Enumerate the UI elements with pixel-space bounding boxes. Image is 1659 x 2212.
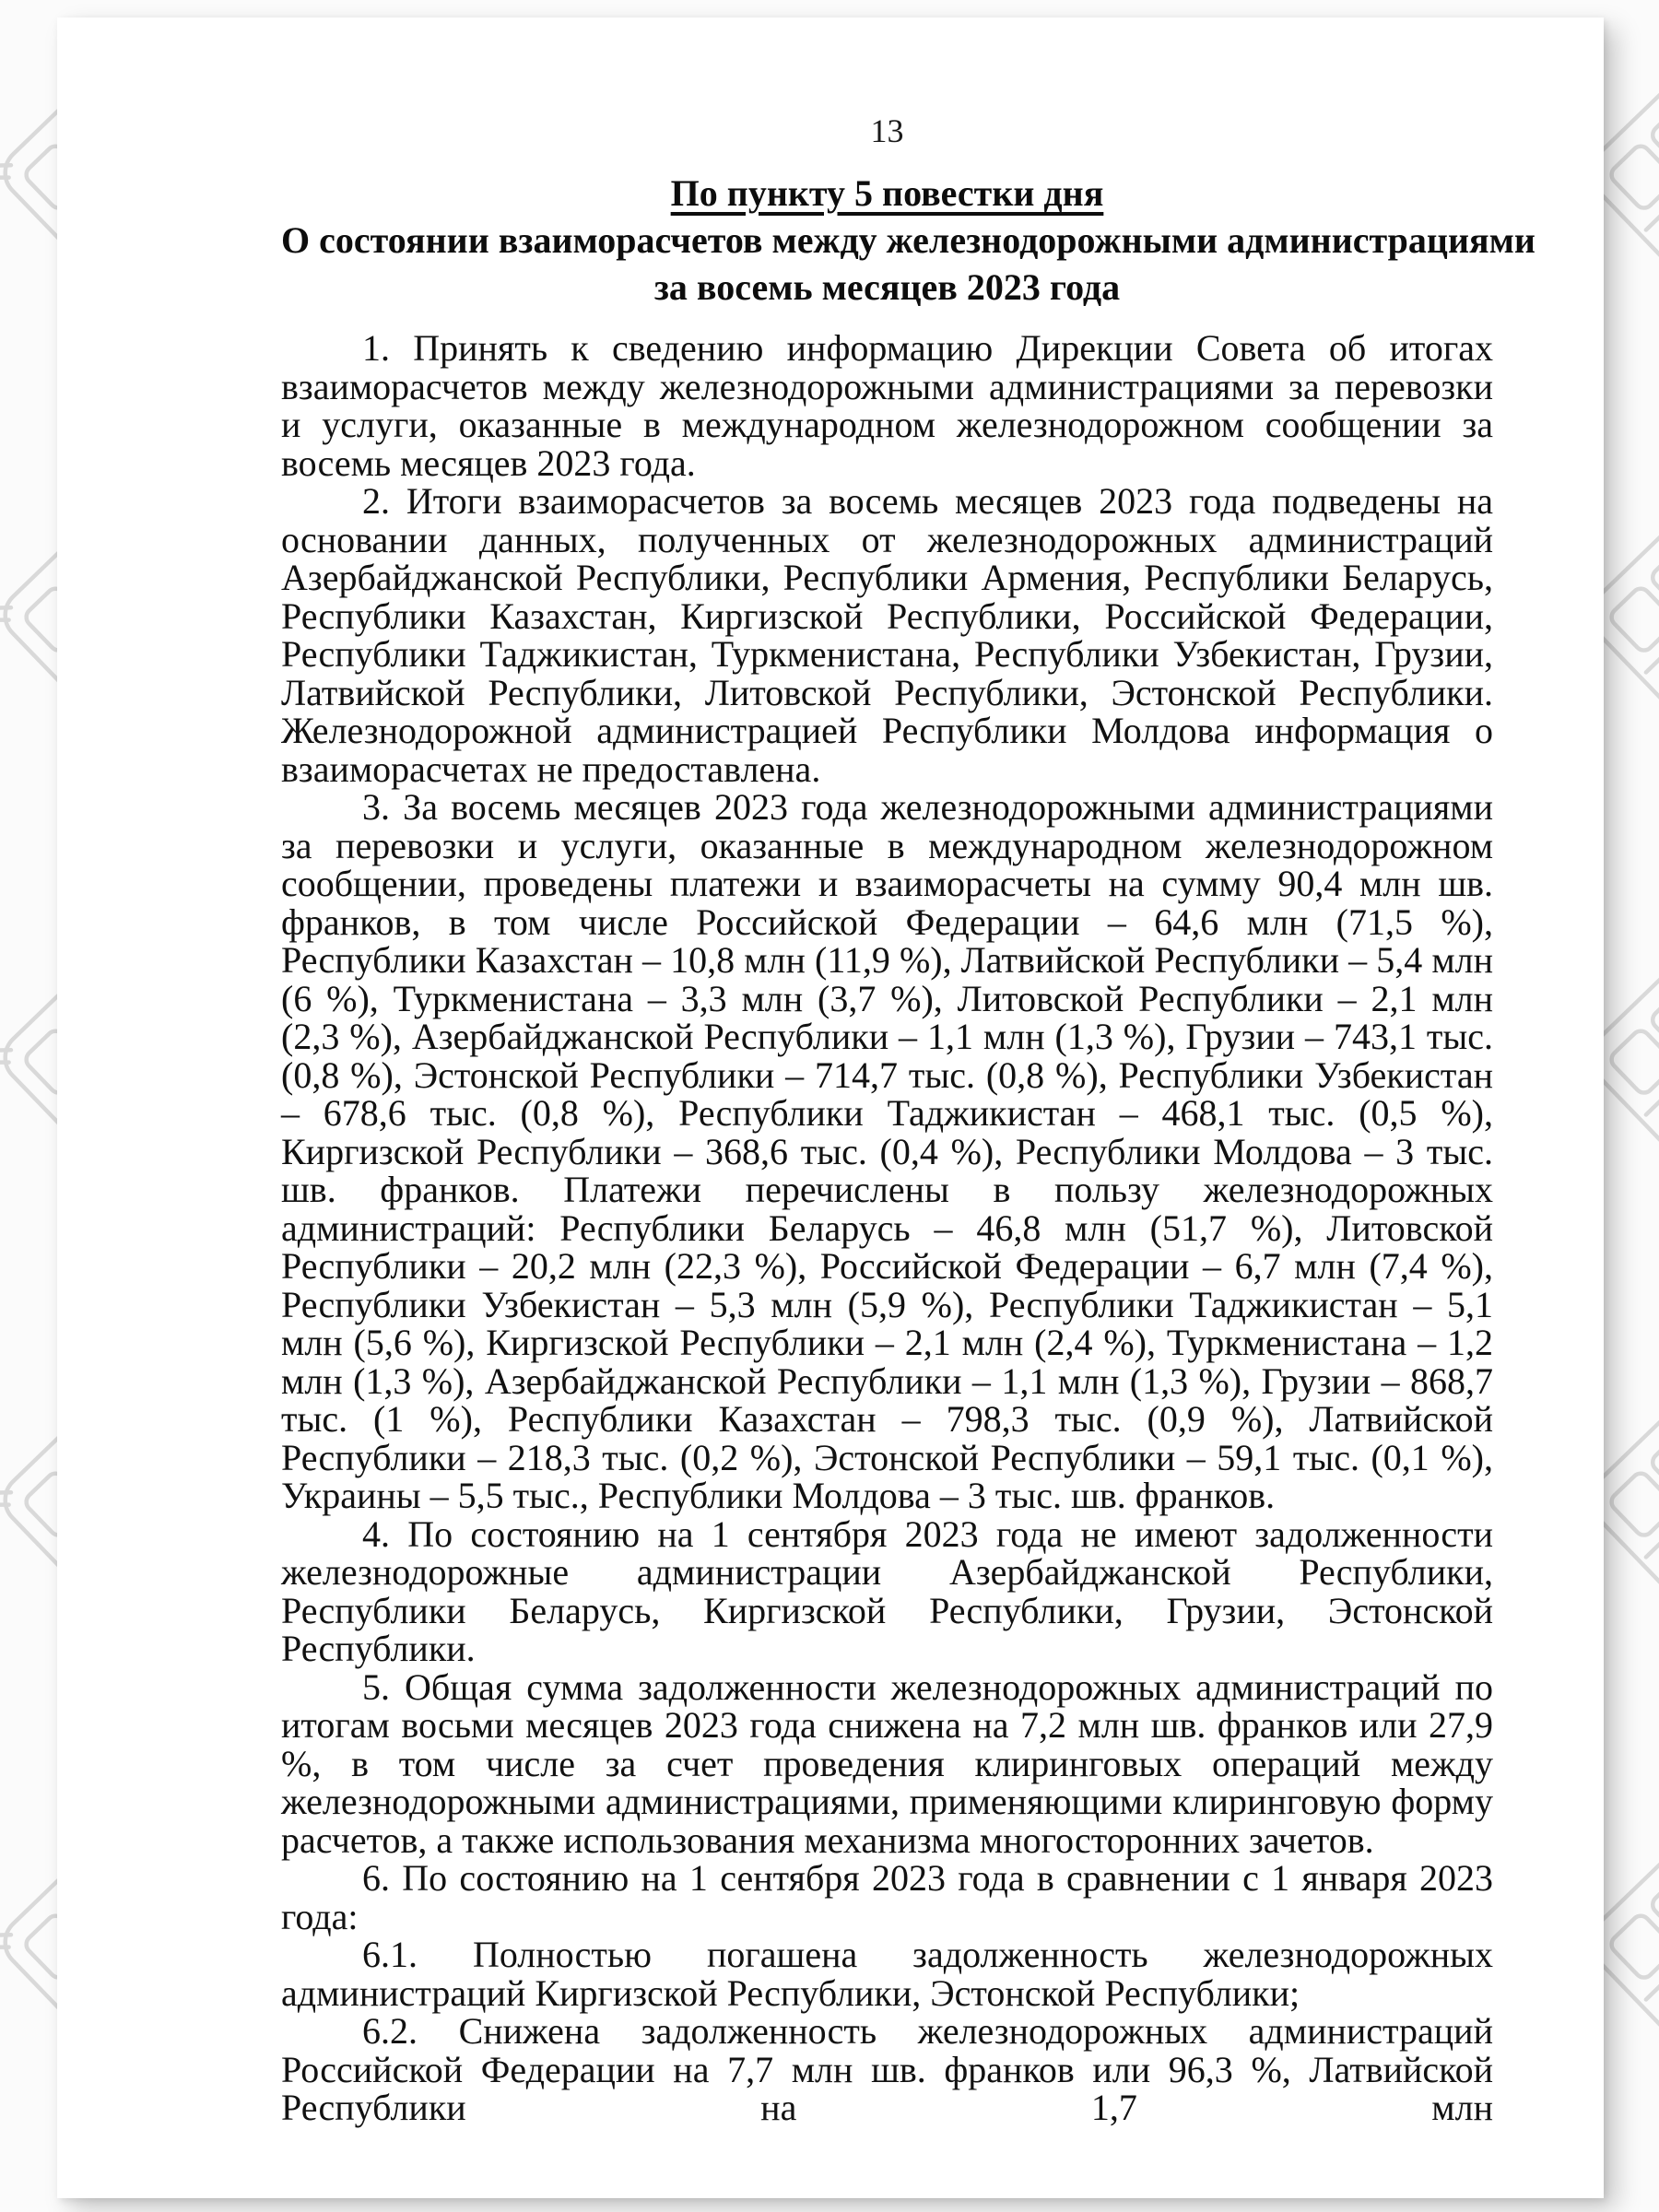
paragraph-1: 1. Принять к сведению информацию Дирекции Совета об итогах взаиморасчетов между железнодорожными администрациями за перевозки и услуги, оказанные в международном железнодорожном сообщении за восемь месяцев 2023 года. xyxy=(281,327,1493,484)
paragraph-5: 5. Общая сумма задолженности железнодорожных администраций по итогам восьми месяцев 2023 года снижена на 7,2 млн шв. франков или 27,9 %, в том числе за счет проведения клиринговых операций между железнодорожными администрациями, применяющими клиринговую форму расчетов, а также использования механизма многосторонних зачетов. xyxy=(281,1665,1493,1861)
paragraph-6: 6. По состоянию на 1 сентября 2023 года в сравнении с 1 января 2023 года: xyxy=(281,1857,1493,1937)
paragraph-3: 3. За восемь месяцев 2023 года железнодорожными администрациями за перевозки и услуги, оказанные в международном железнодорожном сообщении, проведены платежи и взаиморасчеты на сумму 90,4 млн шв. франков, в том числе Российской Федерации – 64,6 млн (71,5 %), Республики Казахстан – 10,8 млн (11,9 %), Латвийской Республики – 5,4 млн (6 %), Туркменистана – 3,3 млн (3,7 %), Литовской Республики – 2,1 млн (2,3 %), Азербайджанской Республики – 1,1 млн (1,3 %), Грузии – 743,1 тыс. (0,8 %), Эстонской Республики – 714,7 тыс. (0,8 %), Республики Узбекистан – 678,6 тыс. (0,8 %), Республики Таджикистан – 468,1 тыс. (0,5 %), Киргизской Республики – 368,6 тыс. (0,4 %), Республики Молдова – 3 тыс. шв. франков. Платежи перечислены в пользу железнодорожных администраций: Республики Беларусь – 46,8 млн (51,7 %), Литовской Республики – 20,2 млн (22,3 %), Российской Федерации – 6,7 млн (7,4 %), Республики Узбекистан – 5,3 млн (5,9 %), Республики Таджикистан – 5,1 млн (5,6 %), Киргизской Республики – 2,1 млн (2,4 %), Туркменистана – 1,2 млн (1,3 %), Азербайджанской Республики – 1,1 млн (1,3 %), Грузии – 868,7 тыс. (1 %), Республики Казахстан – 798,3 тыс. (0,9 %), Латвийской Республики – 218,3 тыс. (0,2 %), Эстонской Республики – 59,1 тыс. (0,1 %), Украины – 5,5 тыс., Республики Молдова – 3 тыс. шв. франков. xyxy=(281,786,1493,1516)
document-page xyxy=(57,18,1604,2198)
document-content xyxy=(281,18,1535,2128)
page-number: 13 xyxy=(870,112,904,149)
document-heading xyxy=(281,170,1535,311)
paragraph-4: 4. По состоянию на 1 сентября 2023 года не имеют задолженности железнодорожные администрации Азербайджанской Республики, Республики Беларусь, Киргизской Республики, Грузии, Эстонской Республики. xyxy=(281,1512,1493,1669)
document-title-line2: за восемь месяцев 2023 года xyxy=(653,266,1121,308)
paragraph-6-2: 6.2. Снижена задолженность железнодорожных администраций Российской Федерации на 7,7 млн шв. франков или 96,3 %, Латвийской Республики на 1,7 млн xyxy=(281,2010,1493,2128)
paragraph-6-1: 6.1. Полностью погашена задолженность железнодорожных администраций Киргизской Республики, Эстонской Республики; xyxy=(281,1934,1493,2014)
document-body xyxy=(281,329,1493,2127)
paragraph-2: 2. Итоги взаиморасчетов за восемь месяцев 2023 года подведены на основании данных, полученных от железнодорожных администраций Азербайджанской Республики, Республики Армения, Республики Беларусь, Республики Казахстан, Киргизской Республики, Российской Федерации, Республики Таджикистан, Туркменистана, Республики Узбекистан, Грузии, Латвийской Республики, Литовской Республики, Эстонской Республики. Железнодорожной администрацией Республики Молдова информация о взаиморасчетах не предоставлена. xyxy=(281,480,1493,790)
document-title-line1: О состоянии взаиморасчетов между железнодорожными администрациями xyxy=(281,219,1535,261)
agenda-item-title-text: По пункту 5 повестки дня xyxy=(670,172,1104,214)
agenda-item-title xyxy=(281,170,1493,217)
